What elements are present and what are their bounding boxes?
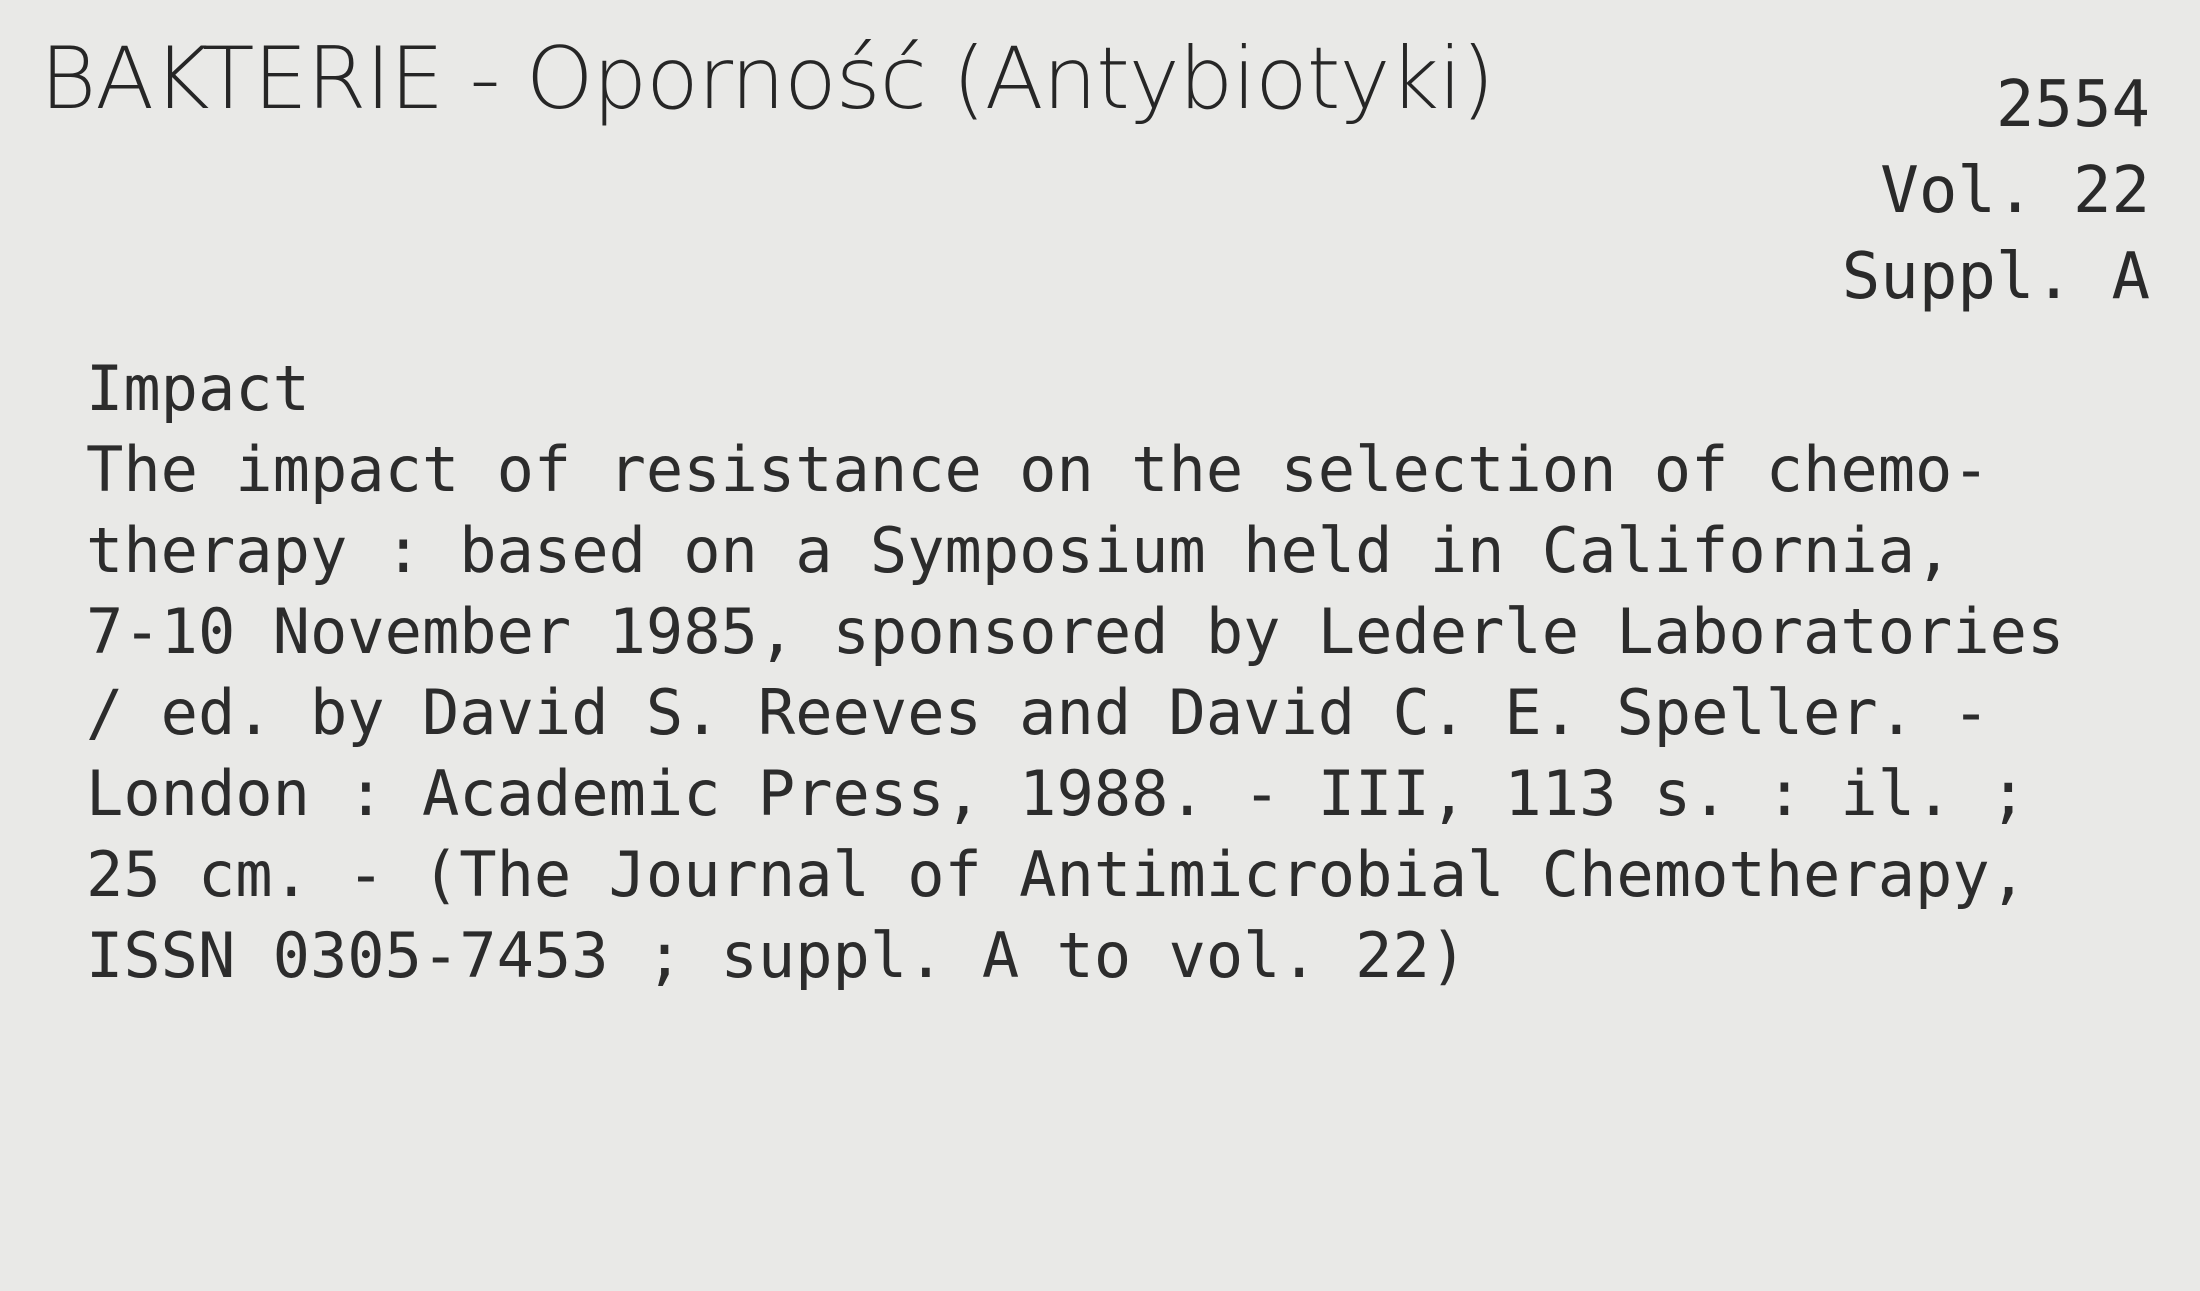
description-line: The impact of resistance on the selection of chemo-: [86, 433, 1990, 506]
call-number: [1730, 62, 2150, 320]
call-number-value: 2554: [1995, 68, 2150, 142]
description-line: 25 cm. - (The Journal of Antimicrobial Chemotherapy,: [86, 838, 2028, 911]
description-line: / ed. by David S. Reeves and David C. E. Speller. -: [86, 676, 1990, 749]
description-line: 7-10 November 1985, sponsored by Lederle Laboratories: [86, 595, 2065, 668]
description-line: London : Academic Press, 1988. - III, 113 s. : il. ;: [86, 757, 2028, 830]
volume-label: Vol. 22: [1880, 154, 2150, 228]
description-line: therapy : based on a Symposium held in California,: [86, 514, 1953, 587]
subject-heading: BAKTERIE - Oporność (Antybiotyki): [40, 29, 1494, 129]
supplement-label: Suppl. A: [1841, 240, 2150, 314]
main-entry: Impact: [86, 352, 310, 425]
bibliographic-record: [86, 348, 2146, 996]
description-line: ISSN 0305-7453 ; suppl. A to vol. 22): [86, 919, 1468, 992]
